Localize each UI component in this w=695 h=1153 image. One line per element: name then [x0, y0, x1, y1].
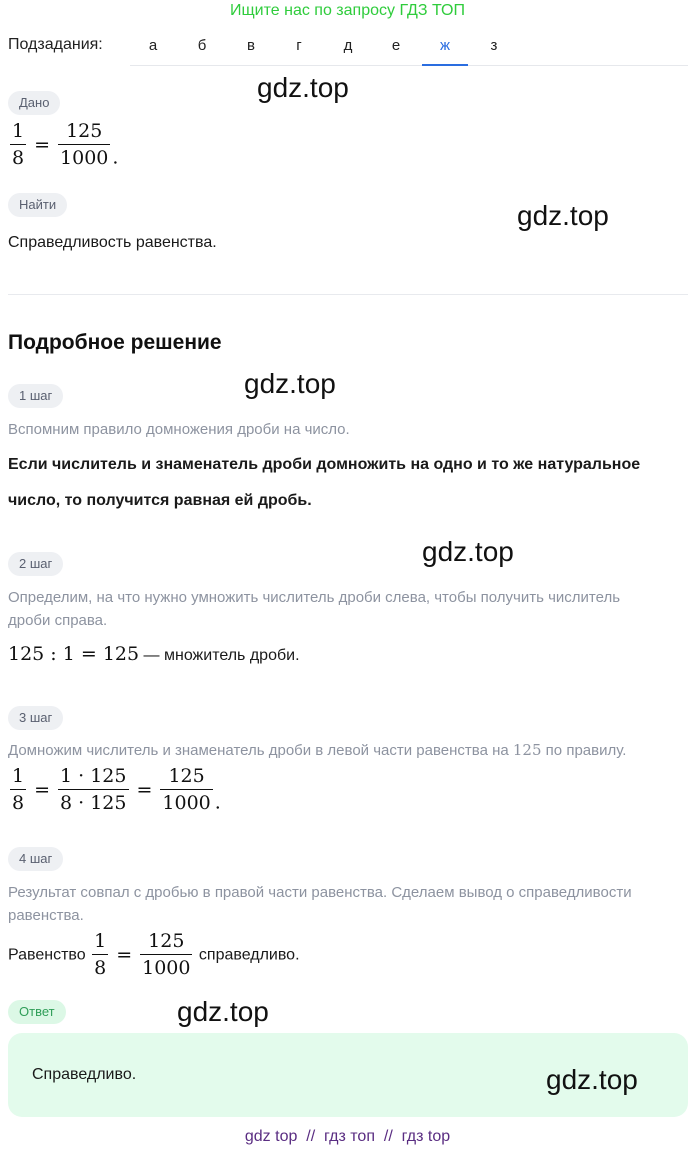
step-2-badge: 2 шаг [8, 552, 63, 576]
answer-text: Справедливо. [32, 1066, 137, 1083]
watermark: gdz.top [177, 996, 269, 1027]
fraction: $\frac{125}{1000}$ [60, 120, 109, 169]
tab-zh[interactable]: ж [422, 26, 468, 66]
find-text: Справедливость равенства. [8, 234, 217, 251]
fraction: $\frac{1}{8}$ [12, 120, 25, 169]
step-2-note-line2: дроби справа. [8, 612, 108, 629]
tab-g[interactable]: г [296, 37, 302, 54]
watermark: gdz.top [546, 1064, 638, 1095]
step-2-result [8, 643, 300, 665]
watermark: gdz.top [244, 368, 336, 399]
step-2-note-line1: Определим, на что нужно умножить числитель дроби слева, чтобы получить числитель [8, 589, 621, 606]
fraction: $\frac{1}{8}$ [12, 765, 25, 814]
step-3-badge: 3 шаг [8, 706, 63, 730]
subtasks-label: Подзадания: [8, 36, 103, 53]
step-1-rule-line2: число, то получится равная ей дробь. [8, 492, 312, 509]
step-3-equation: $\frac{1}{8}$ = $\frac{1 \cdot 125}{8 \cdot 125}$ = $\frac{125}{1000}$ . [12, 765, 221, 814]
tab-v[interactable]: в [247, 37, 255, 54]
answer-badge: Ответ [8, 1000, 66, 1024]
step-3-note: Домножим числитель и знаменатель дроби в левой части равенства на 125 по правилу. [8, 741, 627, 759]
step-1-note: Вспомним правило домножения дроби на число. [8, 421, 350, 438]
step-1-rule-line1: Если числитель и знаменатель дроби домножить на одно и то же натуральное [8, 456, 641, 473]
step-2-math-text: — множитель дроби. [139, 647, 300, 664]
step-4-note-line2: равенства. [8, 907, 84, 924]
divider [8, 294, 688, 295]
watermark: gdz.top [257, 72, 349, 103]
fraction: $\frac{125}{1000}$ [162, 765, 211, 814]
given-equation: $\frac{1}{8}$ = $\frac{125}{1000}$ . [12, 120, 119, 169]
step-1-badge: 1 шаг [8, 384, 63, 408]
step-4-badge: 4 шаг [8, 847, 63, 871]
tab-b[interactable]: б [197, 37, 207, 54]
step-4-conclusion: Равенство $\frac{1}{8}$ = $\frac{125}{1000}$ справедливо. [8, 930, 300, 979]
tab-a[interactable]: а [148, 37, 158, 54]
given-badge: Дано [8, 91, 60, 115]
tab-z[interactable]: з [490, 37, 498, 54]
footer-links: gdz top // гдз топ // гдз top [244, 1128, 451, 1145]
fraction: $\frac{1}{8}$ [94, 930, 107, 979]
fraction: $\frac{125}{1000}$ [142, 930, 191, 979]
watermark: gdz.top [517, 200, 609, 231]
solution-title: Подробное решение [8, 331, 222, 354]
step-4-note-line1: Результат совпал с дробью в правой части равенства. Сделаем вывод о справедливости [8, 884, 632, 901]
promo-banner: Ищите нас по запросу ГДЗ ТОП [230, 2, 465, 19]
fraction: $\frac{1 \cdot 125}{8 \cdot 125}$ [60, 765, 127, 814]
tab-d[interactable]: д [343, 37, 353, 54]
watermark: gdz.top [422, 536, 514, 567]
step-2-math: 125 : 1 = 125 [8, 643, 140, 665]
subtasks-tabs [130, 26, 688, 66]
tab-e[interactable]: е [391, 37, 401, 54]
find-badge: Найти [8, 193, 67, 217]
